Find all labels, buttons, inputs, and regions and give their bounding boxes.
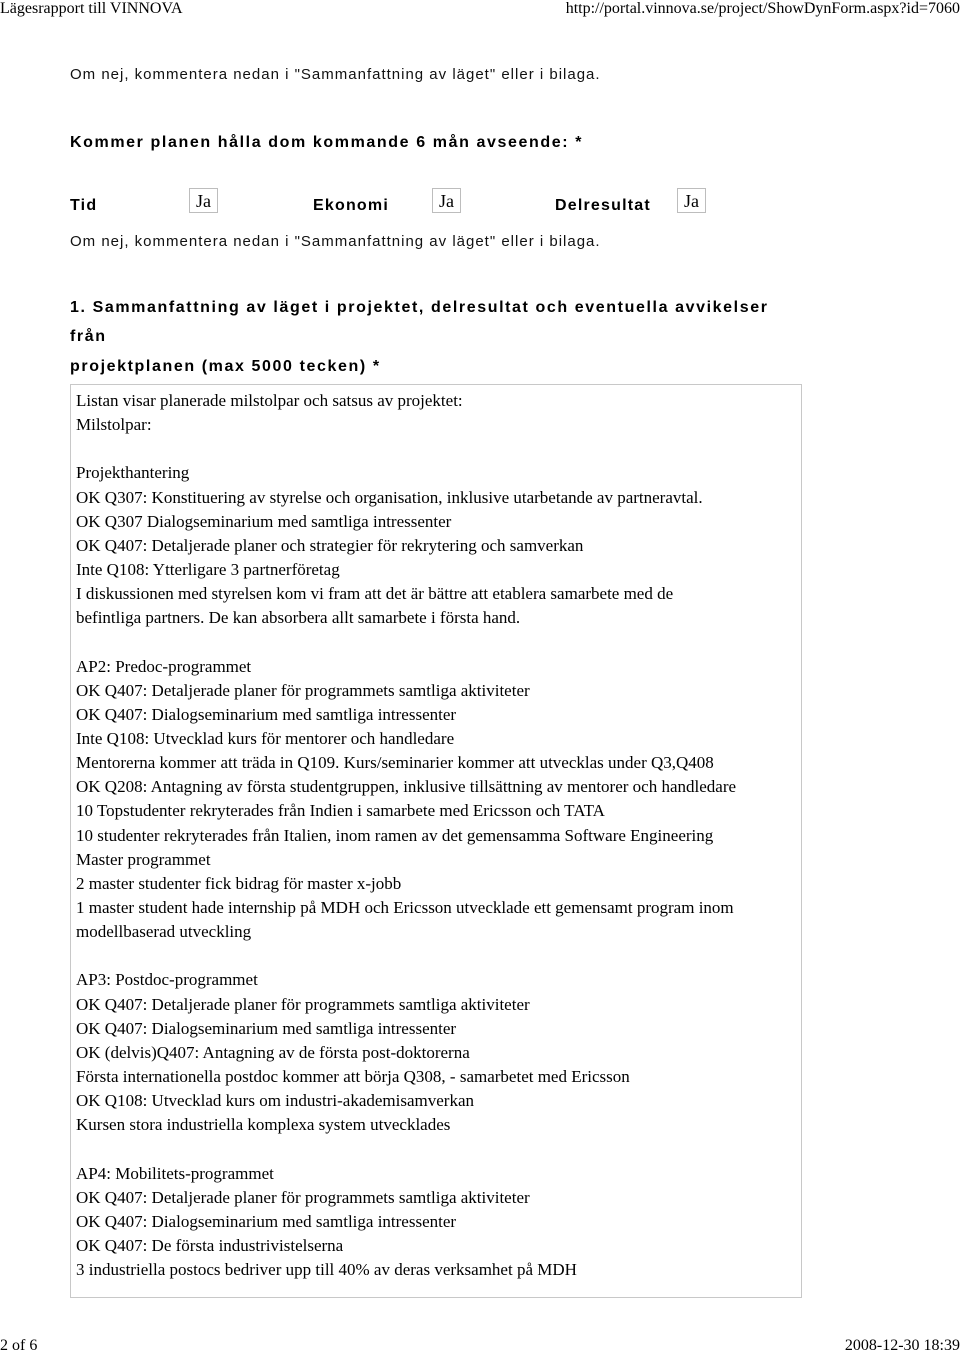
summary-line: 1 master student hade internship på MDH och Ericsson utvecklade ett gemensamt program inom [76, 897, 734, 917]
summary-line: OK Q307 Dialogseminarium med samtliga intressenter [76, 511, 452, 531]
summary-line: OK Q407: Detaljerade planer för programmets samtliga aktiviteter [76, 1187, 530, 1207]
summary-line: Master programmet [76, 849, 211, 869]
question-plan: Kommer planen hålla dom kommande 6 mån avseende: * [70, 134, 584, 151]
summary-line: OK Q407: Detaljerade planer för programmets samtliga aktiviteter [76, 994, 530, 1014]
summary-line: Listan visar planerade milstolpar och satsus av projektet: [76, 391, 463, 410]
summary-line: OK Q407: Dialogseminarium med samtliga intressenter [76, 1018, 457, 1038]
summary-line: OK Q407: De första industrivistelserna [76, 1235, 344, 1255]
summary-line [76, 437, 801, 461]
summary-line: OK Q307: Konstituering av styrelse och organisation, inklusive utarbetande av partneravtal. [76, 487, 703, 507]
summary-line: OK (delvis)Q407: Antagning av de första post-doktorerna [76, 1042, 470, 1062]
answer-tid-field[interactable]: Ja [189, 188, 218, 213]
header-document-title: Lägesrapport till VINNOVA [0, 0, 183, 17]
answer-delresultat-field[interactable]: Ja [677, 188, 706, 213]
summary-line: OK Q407: Dialogseminarium med samtliga intressenter [76, 704, 457, 724]
note-comment-mid: Om nej, kommentera nedan i "Sammanfattning av läget" eller i bilaga. [70, 233, 601, 250]
summary-line: AP2: Predoc-programmet [76, 656, 252, 676]
note-comment-top: Om nej, kommentera nedan i "Sammanfattning av läget" eller i bilaga. [70, 66, 601, 83]
summary-line: 3 industriella postocs bedriver upp till 40% av deras verksamhet på MDH [76, 1260, 577, 1280]
section-title-line2: från [70, 328, 107, 345]
label-delresultat: Delresultat [555, 197, 651, 214]
summary-line: AP4: Mobilitets-programmet [76, 1163, 274, 1183]
summary-line [76, 630, 801, 654]
summary-line: Första internationella postdoc kommer att börja Q308, - samarbetet med Ericsson [76, 1066, 630, 1086]
label-tid: Tid [70, 197, 98, 214]
summary-line: 10 studenter rekryterades från Italien, inom ramen av det gemensamma Software Engineering [76, 825, 714, 845]
footer-timestamp: 2008-12-30 18:39 [844, 1337, 960, 1354]
summary-textarea[interactable] [70, 384, 802, 1298]
answer-ekonomi-field[interactable]: Ja [432, 188, 461, 213]
header-url: http://portal.vinnova.se/project/ShowDynForm.aspx?id=7060 [565, 0, 960, 17]
summary-line: befintliga partners. De kan absorbera allt samarbete i första hand. [76, 608, 521, 628]
summary-line: Milstolpar: [76, 415, 152, 435]
summary-line: Inte Q108: Utvecklad kurs för mentorer och handledare [76, 728, 455, 748]
summary-line: AP3: Postdoc-programmet [76, 970, 258, 990]
summary-line: OK Q208: Antagning av första studentgruppen, inklusive tillsättning av mentorer och handledare [76, 777, 737, 797]
summary-line: OK Q407: Detaljerade planer och strategier för rekrytering och samverkan [76, 535, 584, 555]
footer-page-number: 2 of 6 [0, 1337, 38, 1354]
summary-line: 2 master studenter fick bidrag för master x-jobb [76, 873, 402, 893]
section-title-line3: projektplanen (max 5000 tecken) * [70, 358, 381, 375]
summary-line [76, 944, 801, 968]
summary-line: 10 Topstudenter rekryterades från Indien i samarbete med Ericsson och TATA [76, 801, 605, 821]
summary-line: I diskussionen med styrelsen kom vi fram att det är bättre att etablera samarbete med de [76, 584, 674, 604]
label-ekonomi: Ekonomi [313, 197, 389, 214]
summary-line: OK Q407: Detaljerade planer för programmets samtliga aktiviteter [76, 680, 530, 700]
summary-line: OK Q407: Dialogseminarium med samtliga intressenter [76, 1211, 457, 1231]
summary-line [76, 1137, 801, 1161]
summary-line: Projekthantering [76, 463, 190, 483]
summary-line: modellbaserad utveckling [76, 922, 252, 942]
summary-line: Mentorerna kommer att träda in Q109. Kurs/seminarier kommer att utvecklas under Q3,Q408 [76, 753, 714, 773]
summary-line: Inte Q108: Ytterligare 3 partnerföretag [76, 559, 340, 579]
summary-line: OK Q108: Utvecklad kurs om industri-akademisamverkan [76, 1091, 474, 1111]
summary-line: Kursen stora industriella komplexa system utvecklades [76, 1115, 451, 1135]
section-title-line1: 1. Sammanfattning av läget i projektet, delresultat och eventuella avvikelser [70, 299, 769, 316]
